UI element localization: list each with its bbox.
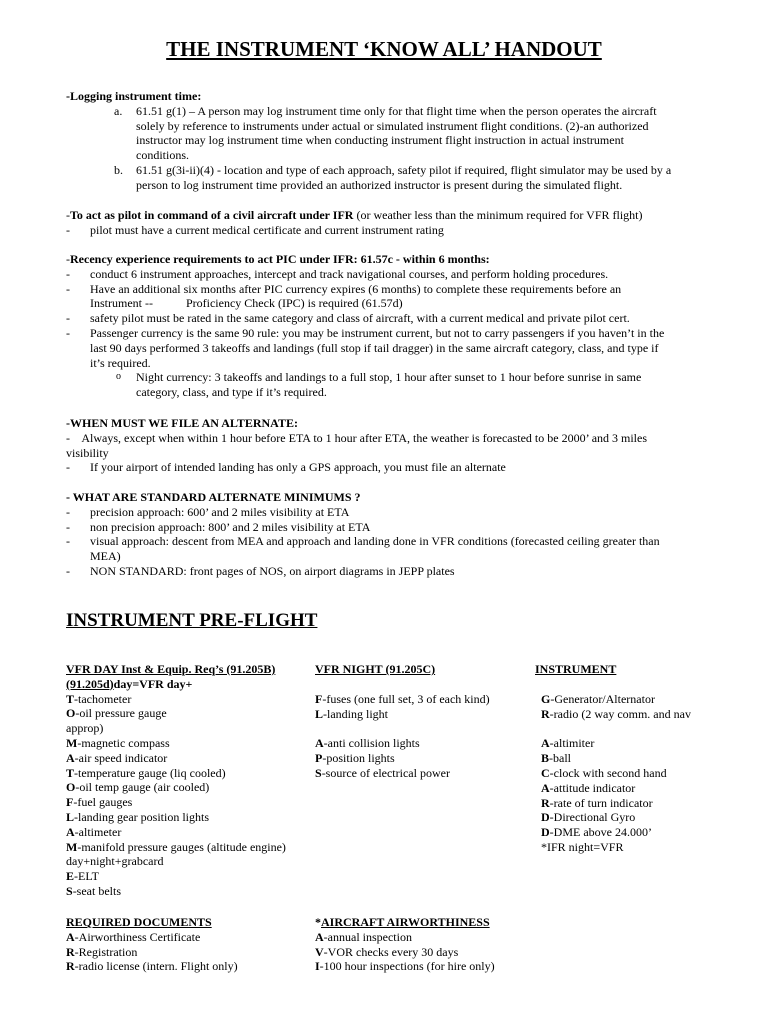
logging-heading: -Logging instrument time: [66,89,202,103]
logging-item-a [66,104,706,163]
list-item: O-oil pressure gauge [66,706,167,721]
list-item: A-Airworthiness Certificate [66,929,201,944]
list-item: F-fuses (one full set, 3 of each kind) [315,691,490,706]
list-item: F-fuel gauges [66,795,133,810]
item-label: b. [114,162,123,177]
list-item: - non precision approach: 800’ and 2 miles visibility at ETA [66,519,371,534]
list-item: - Passenger currency is the same 90 rule: you may be instrument current, but not to carry passengers if you haven’t in the last 90 days performed 3 takeoffs and landings (full stop if tail dragger) in the same aircraft category, class, and type if it’s required. [66,326,706,370]
list-item: T-tachometer [66,691,132,706]
minimums-section [66,490,706,579]
list-item: D-DME above 24.000’ [541,825,652,840]
list-item: C-clock with second hand [541,765,667,780]
pic-heading [66,208,706,223]
list-item: - safety pilot must be rated in the same category and class of aircraft, with a current medical and private pilot cert. [66,311,706,326]
text-line: safety pilot must be rated in the same category and class of aircraft, with a current medical and private pilot cert. [90,311,630,326]
list-item: - conduct 6 instrument approaches, intercept and track navigational courses, and perform holding procedures. [66,267,706,282]
list-item: A-anti collision lights [315,736,420,751]
list-item: S-source of electrical power [315,765,450,780]
list-item: - precision approach: 600’ and 2 miles visibility at ETA [66,504,350,519]
logging-item-b [66,163,706,193]
list-item: L-landing gear position lights [66,809,209,824]
list-item: - Have an additional six months after PIC currency expires (6 months) to complete these requirements before an Instrument -- Proficiency Check (IPC) is required (61.57d) [66,282,706,312]
text-line: solely by reference to instruments under actual or simulated instrument flight conditions. (2)-an authorized [136,118,649,133]
sub-list-item [66,370,706,400]
text-line: conduct 6 instrument approaches, intercept and track navigational courses, and perform holding procedures. [90,266,609,281]
alternate-section [66,416,706,475]
text-line: person to log instrument time provided an authorized instructor is present during the simulated flight. [136,177,623,192]
pic-heading-bold: To act as pilot in command of a civil aircraft under IFR [70,208,357,222]
text-line: category, class, and type if it’s required. [136,385,327,400]
list-item: A-air speed indicator [66,750,168,765]
list-item: O-oil temp gauge (air cooled) [66,780,210,795]
list-item: B-ball [541,751,572,766]
text-line: Instrument -- Proficiency Check (IPC) is required (61.57d) [90,296,403,311]
text-line: Have an additional six months after PIC currency expires (6 months) to complete these requirements before an [90,281,622,296]
text-line: NON STANDARD: front pages of NOS, on airport diagrams in JEPP plates [90,563,455,578]
pic-item: - pilot must have a current medical certificate and current instrument rating [66,222,444,237]
list-item: D-Directional Gyro [541,810,636,825]
list-item: day+night+grabcard [66,854,164,869]
list-item: M-magnetic compass [66,735,170,750]
list-item: L-landing light [315,706,389,721]
text-line: non precision approach: 800’ and 2 miles visibility at ETA [90,519,371,534]
list-item: V-VOR checks every 30 days [315,944,459,959]
list-item: R-radio license (intern. Flight only) [66,959,238,974]
list-item: R-Registration [66,944,138,959]
list-item: *IFR night=VFR [541,839,624,854]
text-line: MEA) [90,549,121,564]
text-line: 61.51 g(3i-ii)(4) - location and type of each approach, safety pilot if required, flight simulator may be used by a [136,162,672,177]
text-line: it’s required. [90,355,151,370]
text-line: last 90 days performed 3 takeoffs and landings (full stop if tail dragger) in the same aircraft category, class, and type if [90,340,659,355]
vfr-night-column [315,662,525,781]
list-item: G-Generator/Alternator [541,691,655,706]
item-label: a. [114,103,123,118]
list-item: A-attitude indicator [541,780,636,795]
text-line: Night currency: 3 takeoffs and landings to a full stop, 1 hour after sunset to 1 hour before sunrise in same [136,370,642,385]
instrument-header: INSTRUMENT [535,662,617,676]
list-item: S-seat belts [66,883,122,898]
list-item: E-ELT [66,869,99,884]
text-line: precision approach: 600’ and 2 miles visibility at ETA [90,504,350,519]
list-item: R-radio (2 way comm. and nav [541,706,691,721]
preflight-heading: INSTRUMENT PRE-FLIGHT [66,610,318,631]
list-item: M-manifold pressure gauges (altitude engine) [66,839,286,854]
text-line: Passenger currency is the same 90 rule: you may be instrument current, but not to carry passengers if you haven’t in the [90,325,665,340]
text-line: pilot must have a current medical certificate and current instrument rating [90,222,444,237]
recency-heading-bold: Recency experience requirements to act PIC under IFR: 61.57c - within 6 months: [70,252,490,266]
instrument-column [535,662,735,855]
vfr-day-header: VFR DAY Inst & Equip. Req’s (91.205B) [66,662,276,676]
logging-section [66,89,706,193]
airworthiness-column [315,915,555,974]
recency-heading: -Recency experience requirements to act PIC under IFR: 61.57c - within 6 months: [66,252,490,266]
list-item: - NON STANDARD: front pages of NOS, on airport diagrams in JEPP plates [66,563,455,578]
text-line: If your airport of intended landing has only a GPS approach, you must file an alternate [90,460,506,475]
airworthiness-header: *AIRCRAFT AIRWORTHINESS [315,915,490,929]
text-line: visibility [66,445,109,460]
list-item: A-altimeter [66,824,122,839]
list-item: A-altimiter [541,736,595,751]
document-title: THE INSTRUMENT ‘KNOW ALL’ HANDOUT [166,37,602,61]
list-item: I-100 hour inspections (for hire only) [315,959,495,974]
recency-section [66,252,706,400]
list-item: R-rate of turn indicator [541,795,653,810]
text-line: 61.51 g(1) – A person may log instrument time only for that flight time when the person operates the aircraft [136,103,657,118]
vfr-night-header: VFR NIGHT (91.205C) [315,662,436,676]
text-line: conditions. [136,148,189,163]
text-line: visual approach: descent from MEA and approach and landing done in VFR conditions (forecasted ceiling greater than [90,534,660,549]
vfr-day-column [66,662,306,899]
pic-section [66,208,706,238]
alternate-heading: -WHEN MUST WE FILE AN ALTERNATE: [66,416,298,430]
list-item: - visual approach: descent from MEA and approach and landing done in VFR conditions (forecasted ceiling greater than MEA) [66,534,706,564]
text-line: - Always, except when within 1 hour before ETA to 1 hour after ETA, the weather is forecasted to be 2000’ and 3 miles [66,430,648,445]
dash: - [66,208,70,222]
list-item: approp) [66,721,104,736]
list-item: T-temperature gauge (liq cooled) [66,765,226,780]
vfr-day-subheader: (91.205d)day=VFR day+ [66,676,193,691]
pic-heading-rest: (or weather less than the minimum required for VFR flight) [356,208,643,222]
bullet: o [116,371,121,383]
list-item: A-annual inspection [315,929,412,944]
documents-header: REQUIRED DOCUMENTS [66,915,212,929]
list-item: P-position lights [315,751,395,766]
minimums-heading: - WHAT ARE STANDARD ALTERNATE MINIMUMS ? [66,490,361,504]
text-line: instructor may log instrument time when conducting instrument flight instruction in actual instrument [136,133,624,148]
documents-column [66,915,306,974]
list-item: - If your airport of intended landing has only a GPS approach, you must file an alternate [66,460,506,475]
